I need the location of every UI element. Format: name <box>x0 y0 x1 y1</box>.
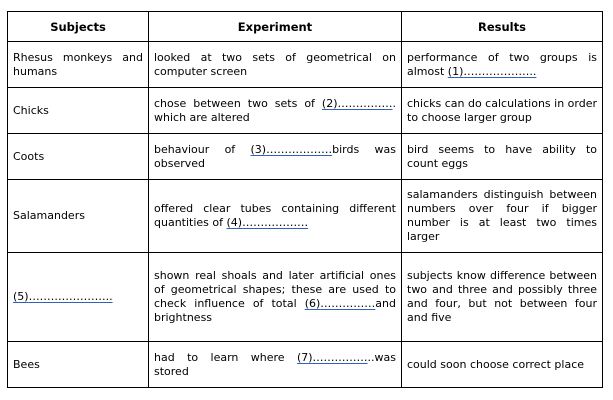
header-subjects: Subjects <box>8 12 149 42</box>
experiment-cell <box>149 253 402 342</box>
answer-blank-3[interactable]: ……………… <box>266 142 333 156</box>
answer-blank-4[interactable]: ……………… <box>242 216 309 229</box>
experiment-text: behaviour of <box>154 142 251 156</box>
results-cell: chicks can do calculations in order to choose larger group <box>402 88 603 134</box>
header-results: Results <box>402 12 603 42</box>
experiment-cell <box>149 342 402 388</box>
header-row <box>8 12 603 42</box>
header-experiment: Experiment <box>149 12 402 42</box>
results-cell <box>402 42 603 88</box>
answer-blank-1[interactable]: ……………….. <box>463 64 537 78</box>
blank-number-2: (2) <box>321 96 338 110</box>
results-cell: subjects know difference between two and three and possibly three and four, but not between four and five <box>402 253 603 342</box>
experiment-cell: looked at two sets of geometrical on computer screen <box>149 42 402 88</box>
subject-cell: Chicks <box>8 88 149 134</box>
results-cell: bird seems to have ability to count eggs <box>402 134 603 180</box>
experiment-text: chose between two sets of <box>154 96 322 110</box>
blank-number-3: (3) <box>250 142 267 156</box>
table-row <box>8 88 603 134</box>
experiment-text-after: birds was observed <box>154 142 396 170</box>
table-row <box>8 42 603 88</box>
experiment-text-after: and brightness <box>154 297 396 324</box>
subject-cell: Salamanders <box>8 180 149 253</box>
experiment-cell <box>149 88 402 134</box>
experiment-text-after: . which are altered <box>154 96 396 124</box>
blank-number-6: (6) <box>304 297 321 310</box>
blank-number-5: (5) <box>13 290 29 303</box>
answer-blank-2[interactable]: …………… <box>337 96 393 110</box>
subject-cell: Rhesus monkeys and humans <box>8 42 149 88</box>
comparison-table <box>7 11 603 388</box>
results-cell: could soon choose correct place <box>402 342 603 388</box>
subject-cell: Coots <box>8 134 149 180</box>
results-cell: salamanders distinguish between numbers over four if bigger number is at least two times larger <box>402 180 603 253</box>
blank-number-1: (1) <box>447 64 464 78</box>
blank-number-7: (7) <box>296 350 313 364</box>
experiment-text-after: ..was stored <box>154 350 396 378</box>
subject-cell <box>8 253 149 342</box>
answer-blank-6[interactable]: …………… <box>320 297 376 310</box>
answer-blank-5[interactable]: ………………….. <box>28 290 113 303</box>
table-row <box>8 253 603 342</box>
table-row <box>8 134 603 180</box>
subject-cell: Bees <box>8 342 149 388</box>
table-row <box>8 342 603 388</box>
blank-number-4: (4) <box>226 216 243 229</box>
experiment-text: had to learn where <box>154 350 297 364</box>
experiment-text: shown real shoals and later artificial ones of geometrical shapes; these are used to check influence of total <box>154 269 396 310</box>
table-row <box>8 180 603 253</box>
experiment-text: offered clear tubes containing different quantities of <box>154 202 396 229</box>
experiment-cell <box>149 134 402 180</box>
experiment-cell <box>149 180 402 253</box>
answer-blank-7[interactable]: …………… <box>312 350 368 364</box>
results-text: performance of two groups is almost <box>407 50 597 78</box>
